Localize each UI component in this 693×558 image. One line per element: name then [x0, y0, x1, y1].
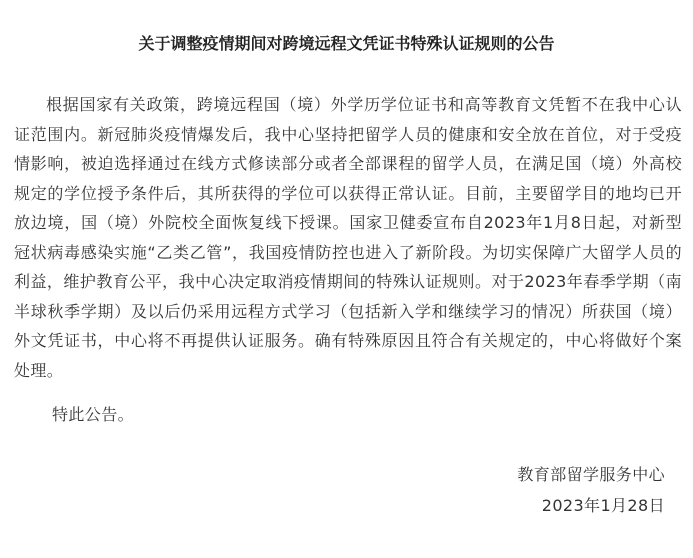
- notice-title: 关于调整疫情期间对跨境远程文凭证书特殊认证规则的公告: [138, 34, 555, 53]
- notice-closing: 特此公告。: [52, 405, 135, 424]
- notice-body-paragraph: 根据国家有关政策，跨境远程国（境）外学历学位证书和高等教育文凭暂不在我中心认证范围内。新冠肺炎疫情爆发后，我中心坚持把留学人员的健康和安全放在首位，对于受疫情影响，被迫选择通过在线方式修读部分或者全部课程的留学人员，在满足国（境）外高校规定的学位授予条件后，其所获得的学位可以获得正常认证。目前，主要留学目的地均已开放边境，国（境）外院校全面恢复线下授课。国家卫健委宣布自2023年1月8日起，对新型冠状病毒感染实施“乙类乙管”，我国疫情防控也进入了新阶段。为切实保障广大留学人员的利益，维护教育公平，我中心决定取消疫情期间的特殊认证规则。对于2023年春季学期（南半球秋季学期）及以后仍采用远程方式学习（包括新入学和继续学习的情况）所获国（境）外文凭证书，中心将不再提供认证服务。确有特殊原因且符合有关规定的，中心将做好个案处理。: [14, 95, 682, 380]
- notice-date: 2023年1月28日: [541, 496, 665, 515]
- issuer-signature: 教育部留学服务中心: [517, 465, 665, 484]
